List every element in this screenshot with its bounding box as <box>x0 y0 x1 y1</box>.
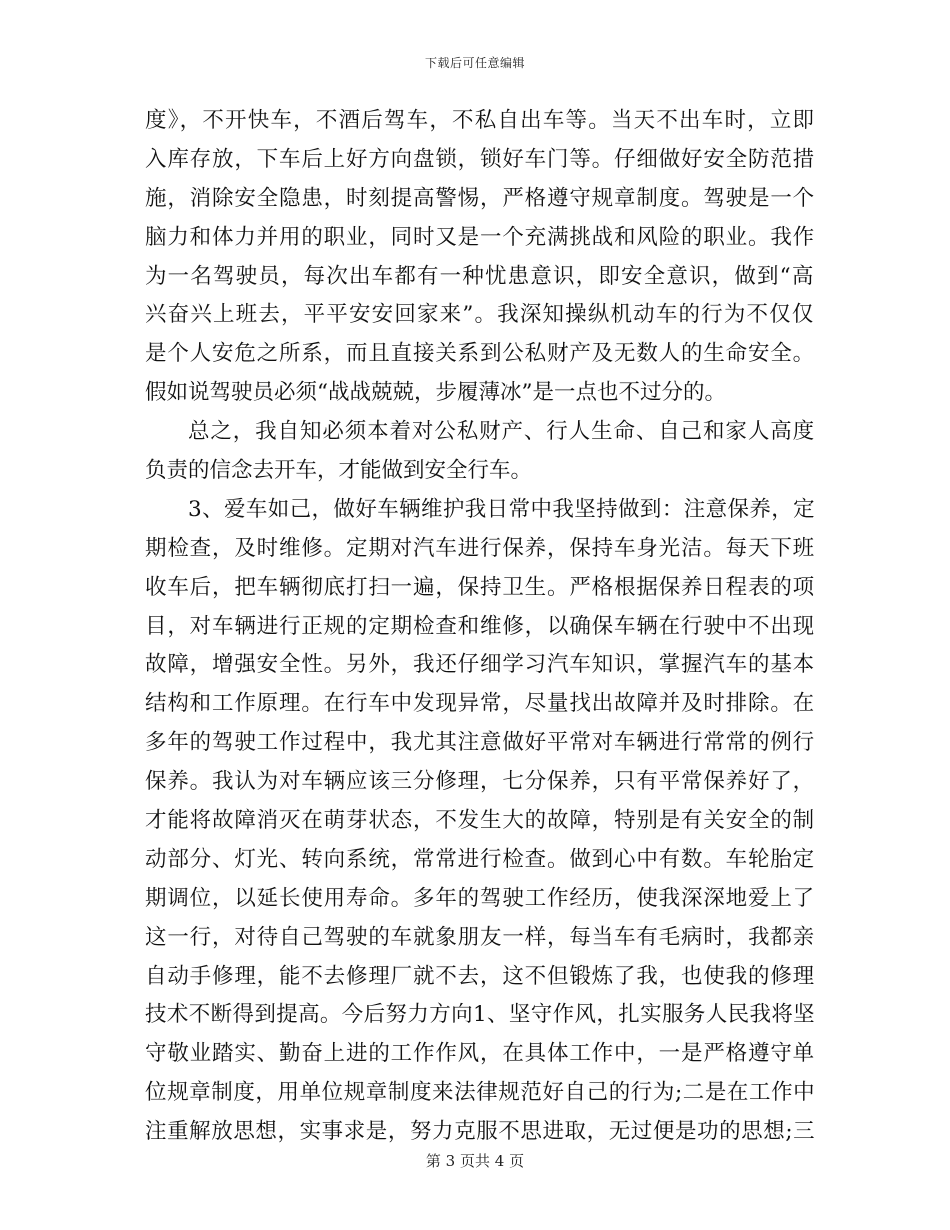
text-line: 保养。我认为对车辆应该三分修理，七分保养，只有平常保养好了， <box>145 769 816 795</box>
text-line: 假如说驾驶员必须“战战兢兢，步履薄冰”是一点也不过分的。 <box>145 380 726 406</box>
text-line: 期调位，以延长使用寿命。多年的驾驶工作经历，使我深深地爱上了 <box>145 885 816 911</box>
text-line: 收车后，把车辆彻底打扫一遍，保持卫生。严格根据保养日程表的项 <box>145 574 816 600</box>
text-line: 施，消除安全隐患，时刻提高警惕，严格遵守规章制度。驾驶是一个 <box>145 185 816 211</box>
text-line: 入库存放，下车后上好方向盘锁，锁好车门等。仔细做好安全防范措 <box>145 146 816 172</box>
text-line: 多年的驾驶工作过程中，我尤其注意做好平常对车辆进行常常的例行 <box>145 730 816 756</box>
text-line-paragraph-start: 3、爱车如己，做好车辆维护我日常中我坚持做到：注意保养，定 <box>188 496 816 522</box>
text-line-paragraph-start: 总之，我自知必须本着对公私财产、行人生命、自己和家人高度 <box>188 419 816 445</box>
text-line: 负责的信念去开车，才能做到安全行车。 <box>145 458 533 484</box>
text-line: 才能将故障消灭在萌芽状态，不发生大的故障，特别是有关安全的制 <box>145 808 816 834</box>
text-line: 自动手修理，能不去修理厂就不去，这不但锻炼了我，也使我的修理 <box>145 963 816 989</box>
text-line: 是个人安危之所系，而且直接关系到公私财产及无数人的生命安全。 <box>145 341 816 367</box>
page-header: 下载后可任意编辑 <box>424 56 525 70</box>
text-line: 脑力和体力并用的职业，同时又是一个充满挑战和风险的职业。我作 <box>145 224 816 250</box>
text-line: 守敬业踏实、勤奋上进的工作作风，在具体工作中，一是严格遵守单 <box>145 1041 816 1067</box>
text-line: 为一名驾驶员，每次出车都有一种忧患意识，即安全意识，做到“高 <box>145 263 815 289</box>
document-body <box>145 102 815 1152</box>
text-line: 结构和工作原理。在行车中发现异常，尽量找出故障并及时排除。在 <box>145 691 816 717</box>
text-line: 故障，增强安全性。另外，我还仔细学习汽车知识，掌握汽车的基本 <box>145 652 816 678</box>
text-line: 期检查，及时维修。定期对汽车进行保养，保持车身光洁。每天下班 <box>145 535 816 561</box>
text-line: 目，对车辆进行正规的定期检查和维修，以确保车辆在行驶中不出现 <box>145 613 816 639</box>
text-line: 兴奋兴上班去，平平安安回家来”。我深知操纵机动车的行为不仅仅 <box>145 302 815 328</box>
text-line: 技术不断得到提高。今后努力方向1、坚守作风，扎实服务人民我将坚 <box>145 1002 816 1028</box>
text-line: 注重解放思想，实事求是，努力克服不思进取，无过便是功的思想;三 <box>145 1119 816 1145</box>
text-line: 这一行，对待自己驾驶的车就象朋友一样，每当车有毛病时，我都亲 <box>145 924 816 950</box>
text-line: 度》，不开快车，不酒后驾车，不私自出车等。当天不出车时，立即 <box>145 108 816 133</box>
text-line: 动部分、灯光、转向系统，常常进行检查。做到心中有数。车轮胎定 <box>145 846 816 872</box>
page-number-footer: 第 3 页共 4 页 <box>425 1152 525 1170</box>
text-line: 位规章制度，用单位规章制度来法律规范好自己的行为;二是在工作中 <box>145 1080 816 1106</box>
